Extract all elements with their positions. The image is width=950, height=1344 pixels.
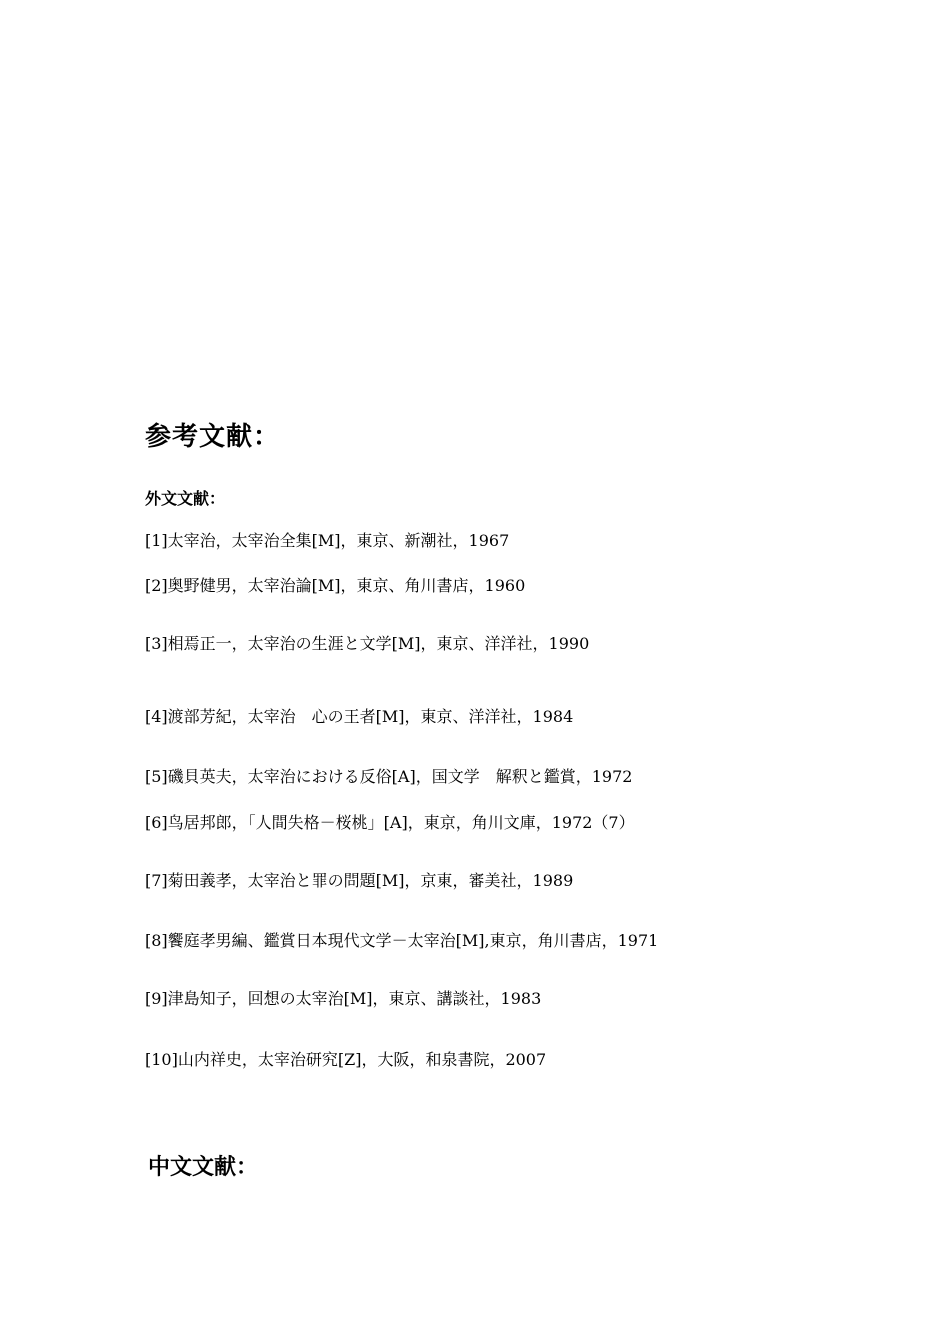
reference-item: [10]山内祥史，太宰治研究[Z]，大阪，和泉書院，2007 (145, 1050, 547, 1069)
reference-item: [8]饗庭孝男編、鑑賞日本現代文学－太宰治[M],東京，角川書店，1971 (145, 931, 659, 950)
chinese-references-heading: 中文文献： (148, 1154, 259, 1180)
reference-item: [3]相焉正一，太宰治の生涯と文学[M]，東京、洋洋社，1990 (145, 634, 590, 653)
references-title: 参考文献： (145, 422, 281, 452)
reference-item: [2]奥野健男，太宰治論[M]，東京、角川書店，1960 (145, 576, 526, 595)
reference-item: [6]鸟居邦郎，「人間失格－桜桃」[A]，東京，角川文庫，1972（7） (145, 813, 635, 832)
reference-item: [9]津島知子，回想の太宰治[M]，東京、講談社，1983 (145, 989, 542, 1008)
reference-item: [4]渡部芳紀，太宰治 心の王者[M]，東京、洋洋社，1984 (145, 707, 574, 726)
reference-item: [5]磯貝英夫，太宰治における反俗[A]，国文学 解釈と鑑賞，1972 (145, 767, 633, 786)
reference-item: [7]菊田義孝，太宰治と罪の問題[M]，京東，審美社，1989 (145, 871, 574, 890)
reference-item: [1]太宰治，太宰治全集[M]，東京、新潮社，1967 (145, 531, 510, 550)
foreign-references-heading: 外文文献： (145, 489, 226, 508)
